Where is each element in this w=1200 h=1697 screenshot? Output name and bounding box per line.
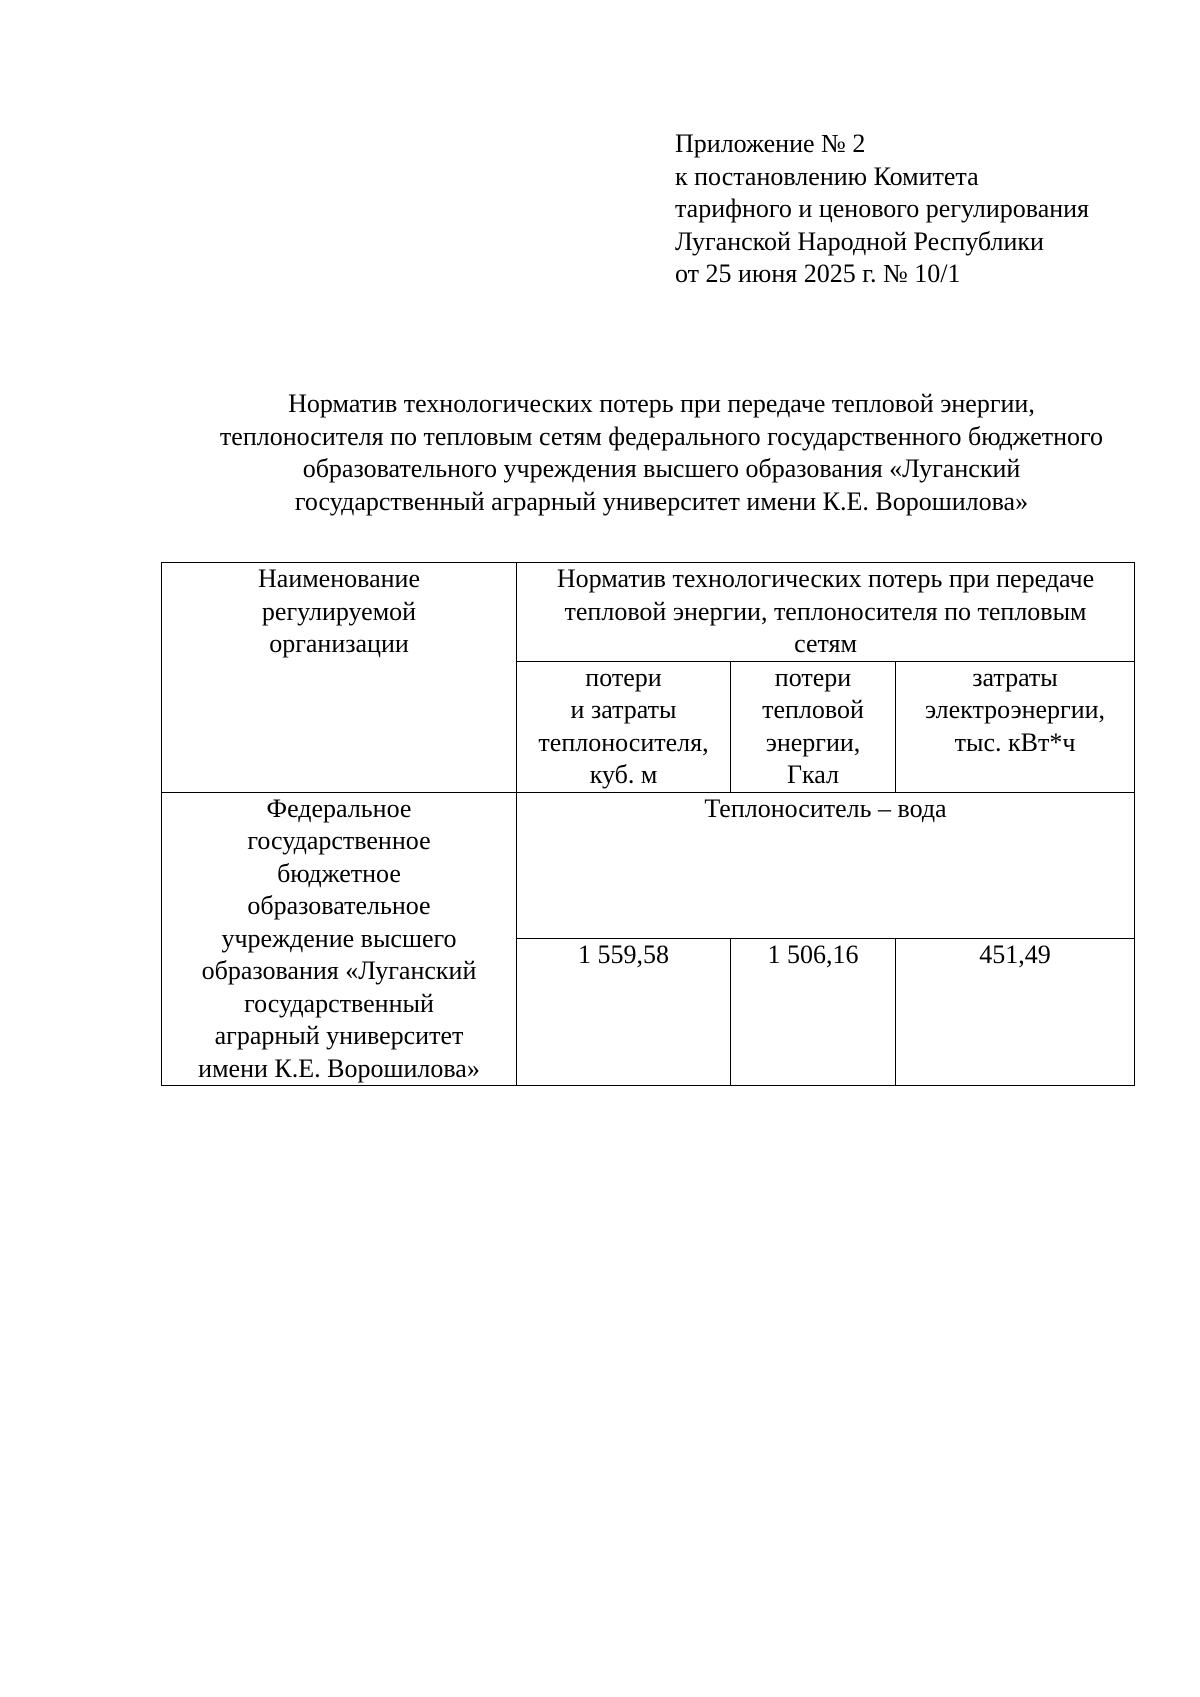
organization-line: государственное	[247, 826, 431, 855]
title-line: Норматив технологических потерь при передаче тепловой энергии,	[288, 389, 1035, 418]
norm-header-line: Норматив технологических потерь при передаче	[556, 564, 1095, 593]
title-line: теплоносителя по тепловым сетям федерального государственного бюджетного	[219, 421, 1104, 451]
org-header-line: Наименование	[258, 564, 420, 593]
org-header-line: организации	[269, 629, 409, 658]
column-header-line: электроэнергии,	[924, 695, 1106, 724]
table-header-row	[162, 563, 1135, 662]
column-header-line: куб. м	[589, 760, 658, 789]
appendix-line: к постановлению Комитета	[675, 161, 979, 191]
column-header-heat	[731, 661, 896, 792]
column-header-line: энергии,	[765, 727, 861, 757]
value-coolant: 1 559,58	[517, 939, 731, 1086]
column-header-line: потери	[585, 662, 662, 692]
appendix-line: тарифного и ценового регулирования	[675, 194, 1090, 223]
document-title	[100, 388, 1200, 518]
column-header-electricity	[896, 661, 1135, 792]
table-medium-row	[162, 792, 1135, 939]
appendix-block	[675, 128, 1089, 291]
value-heat: 1 506,16	[731, 939, 896, 1086]
organization-line: учреждение высшего	[221, 923, 457, 953]
org-header-cell	[162, 563, 517, 793]
organization-line: образования «Луганский	[201, 956, 477, 985]
organization-line: бюджетное	[277, 858, 401, 888]
column-header-line: затраты	[972, 662, 1058, 692]
title-line: государственный аграрный университет имени К.Е. Ворошилова»	[294, 486, 1029, 516]
norm-header-line: сетям	[794, 629, 857, 658]
norm-table	[161, 562, 1135, 1086]
organization-name-cell	[162, 792, 517, 1086]
appendix-line: Приложение № 2	[675, 129, 866, 158]
organization-line: Федеральное	[266, 793, 412, 823]
column-header-line: потери	[774, 662, 852, 692]
organization-line: аграрный университет	[214, 1021, 464, 1050]
org-header-line: регулируемой	[261, 596, 417, 626]
norm-header-cell	[517, 563, 1135, 662]
column-header-line: Гкал	[786, 760, 839, 789]
title-line: образовательного учреждения высшего образования «Луганский	[302, 454, 1021, 483]
column-header-line: тыс. кВт*ч	[954, 727, 1076, 757]
organization-line: образовательное	[247, 891, 431, 920]
column-header-line: тепловой	[762, 695, 864, 724]
norm-header-line: тепловой энергии, теплоносителя по тепловым	[564, 596, 1087, 626]
column-header-coolant	[517, 661, 731, 792]
appendix-line: Луганской Народной Республики	[675, 226, 1044, 256]
organization-line: государственный	[244, 988, 434, 1018]
column-header-line: и затраты	[570, 695, 677, 724]
medium-label-cell: Теплоноситель – вода	[517, 792, 1135, 939]
appendix-line: от 25 июня 2025 г. № 10/1	[675, 259, 961, 288]
organization-line: имени К.Е. Ворошилова»	[198, 1053, 480, 1083]
value-electricity: 451,49	[896, 939, 1135, 1086]
column-header-line: теплоносителя,	[538, 727, 709, 757]
